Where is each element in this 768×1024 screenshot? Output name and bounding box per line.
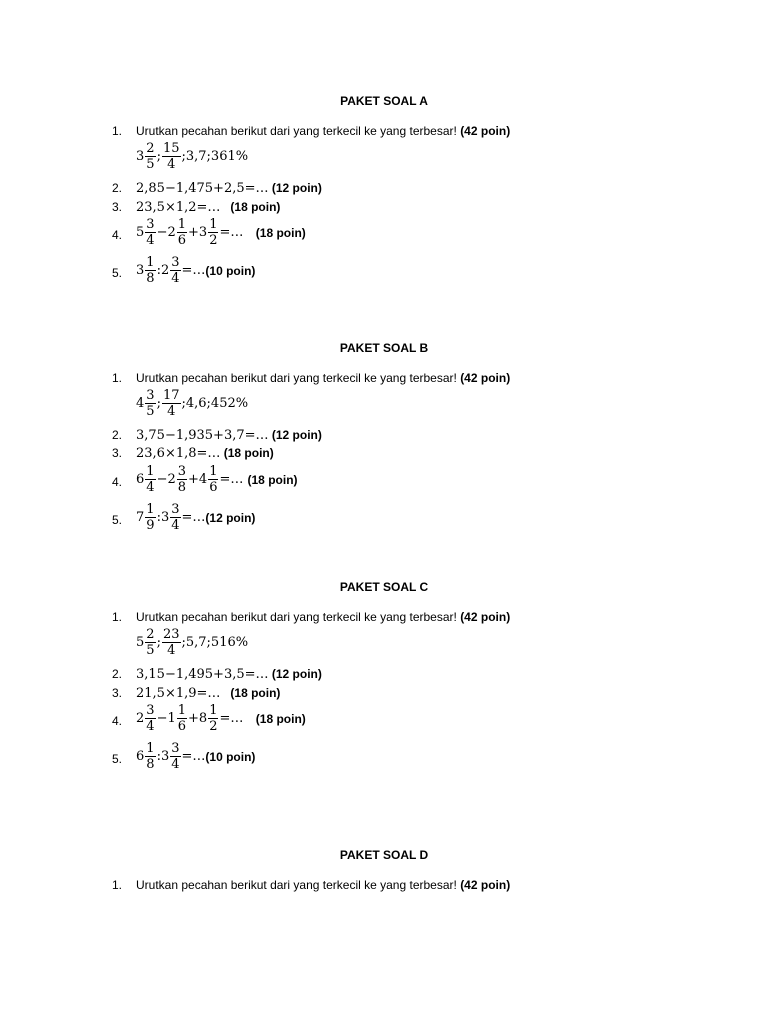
item-number: 2. [112,667,123,681]
text: +4 [188,471,208,487]
fraction [208,465,218,494]
denominator: 4 [167,157,176,172]
numerator: 3 [177,464,187,479]
fraction [208,704,218,733]
text: =… [219,710,244,726]
denominator: 8 [146,757,155,772]
text: :3 [156,509,170,525]
numerator: 1 [146,464,155,479]
question-body [136,426,322,445]
text: 3 [136,262,145,278]
fraction [177,218,187,247]
points-label: (18 poin) [230,686,281,700]
text: Urutkan pecahan berikut dari yang terkecil ke yang terbesar! [136,610,457,624]
points-label: (18 poin) [247,472,298,487]
text: =… [181,262,206,278]
denominator: 8 [177,480,187,495]
text: −1 [156,710,176,726]
fraction [145,256,155,285]
packet-title: PAKET SOAL B [339,341,429,355]
text: =… [181,509,206,525]
packet-title: PAKET SOAL D [339,848,429,862]
question-body [136,704,306,733]
denominator: 6 [209,480,218,495]
points-label: (18 poin) [255,225,306,240]
text: Urutkan pecahan berikut dari yang terkecil ke yang terbesar! [136,878,457,892]
text: 7 [136,509,145,525]
item-number: 1. [112,610,123,624]
text: ;3,7;361% [181,148,249,164]
text: 2 [136,710,145,726]
text: =… [219,471,244,487]
numerator: 23 [162,627,180,642]
text: Urutkan pecahan berikut dari yang terkecil ke yang terbesar! [136,371,457,385]
question-body [136,665,322,684]
numerator: 3 [146,703,155,718]
numerator: 3 [146,217,155,232]
text: ;5,7;516% [181,634,249,650]
points-label: (10 poin) [205,749,256,764]
text: ;4,6;452% [181,395,249,411]
fraction [145,465,155,494]
fraction [145,503,155,532]
text: 6 [136,748,145,764]
text: −2 [156,471,176,487]
points-label: (42 poin) [460,878,511,892]
text: 4 [136,395,145,411]
numerator: 2 [146,627,155,642]
fraction [170,256,180,285]
denominator: 4 [171,271,180,286]
numerator: 1 [177,703,187,718]
fraction [177,704,187,733]
points-label: (42 poin) [460,371,511,385]
points-label: (42 poin) [460,610,511,624]
denominator: 4 [146,480,155,495]
text: 3,75−1,935+3,7=… [136,428,269,443]
fraction [145,742,155,771]
numerator: 1 [146,255,155,270]
item-number: 1. [112,878,123,892]
points-label: (42 poin) [460,124,511,138]
numerator: 1 [209,217,218,232]
fraction [145,704,155,733]
denominator: 4 [167,404,176,419]
fraction [162,628,181,657]
numerator: 3 [171,255,180,270]
text: 23,6×1,8=… [136,446,221,461]
question-body [136,503,255,532]
fraction [162,142,181,171]
question-body [136,444,274,463]
text: Urutkan pecahan berikut dari yang terkecil ke yang terbesar! [136,124,457,138]
item-number: 2. [112,181,123,195]
text: 3,15−1,495+3,5=… [136,667,269,682]
item-number: 1. [112,371,123,385]
item-number: 5. [112,266,123,280]
points-label: (12 poin) [205,510,256,525]
fraction [177,465,187,494]
denominator: 4 [171,757,180,772]
question-body [136,218,306,247]
text: =… [219,224,244,240]
fraction [145,628,155,657]
denominator: 4 [146,719,155,734]
text: :3 [156,748,170,764]
item-number: 3. [112,446,123,460]
question-body [136,608,510,626]
denominator: 4 [171,518,180,533]
text: :2 [156,262,170,278]
item-number: 5. [112,752,123,766]
fraction [170,742,180,771]
text: +3 [188,224,208,240]
item-number: 4. [112,228,123,242]
points-label: (12 poin) [271,428,322,442]
text: 5 [136,224,145,240]
denominator: 4 [167,643,176,658]
numerator: 17 [162,388,180,403]
item-number: 3. [112,686,123,700]
text: 21,5×1,9=… [136,686,221,701]
text: 23,5×1,2=… [136,200,221,215]
points-label: (18 poin) [255,711,306,726]
text: 5 [136,634,145,650]
points-label: (12 poin) [271,667,322,681]
item-number: 2. [112,428,123,442]
points-label: (10 poin) [205,263,256,278]
fraction [162,389,181,418]
numerator: 1 [209,464,218,479]
denominator: 8 [146,271,155,286]
denominator: 5 [146,157,155,172]
text: +8 [188,710,208,726]
numerator: 1 [146,502,155,517]
numerator: 1 [177,217,187,232]
question-body: 5 $\frac{2}{5}$ ; $\frac{23}{4}$ ;5,7;516% [136,627,249,658]
text: −2 [156,224,176,240]
question-body: 3 $\frac{2}{5}$ ; $\frac{15}{4}$ ;3,7;361% [136,141,249,172]
question-body [136,198,280,217]
text: 2,85−1,475+2,5=… [136,181,269,196]
numerator: 3 [146,388,155,403]
text: 3 [136,148,145,164]
question-body [136,369,510,387]
fraction [145,389,155,418]
denominator: 6 [177,719,187,734]
numerator: 15 [162,141,180,156]
question-body [136,256,255,285]
question-body: 4 $\frac{3}{5}$ ; $\frac{17}{4}$ ;4,6;452% [136,388,249,419]
numerator: 1 [209,703,218,718]
question-body [136,684,280,703]
numerator: 3 [171,741,180,756]
denominator: 2 [209,233,218,248]
denominator: 4 [146,233,155,248]
points-label: (18 poin) [223,446,274,460]
fraction [145,218,155,247]
text: =… [181,748,206,764]
denominator: 2 [209,719,218,734]
fraction [208,218,218,247]
item-number: 5. [112,513,123,527]
question-body [136,179,322,198]
item-number: 4. [112,475,123,489]
text: 6 [136,471,145,487]
denominator: 5 [146,643,155,658]
question-body [136,742,255,771]
fraction [145,142,155,171]
points-label: (18 poin) [230,200,281,214]
item-number: 4. [112,714,123,728]
question-body [136,122,510,140]
question-body [136,876,510,894]
packet-title: PAKET SOAL A [340,94,428,108]
denominator: 5 [146,404,155,419]
points-label: (12 poin) [271,181,322,195]
item-number: 1. [112,124,123,138]
denominator: 6 [177,233,187,248]
numerator: 1 [146,741,155,756]
packet-title: PAKET SOAL C [339,580,429,594]
item-number: 3. [112,200,123,214]
numerator: 3 [171,502,180,517]
numerator: 2 [146,141,155,156]
fraction [170,503,180,532]
denominator: 9 [146,518,155,533]
question-body [136,465,298,494]
